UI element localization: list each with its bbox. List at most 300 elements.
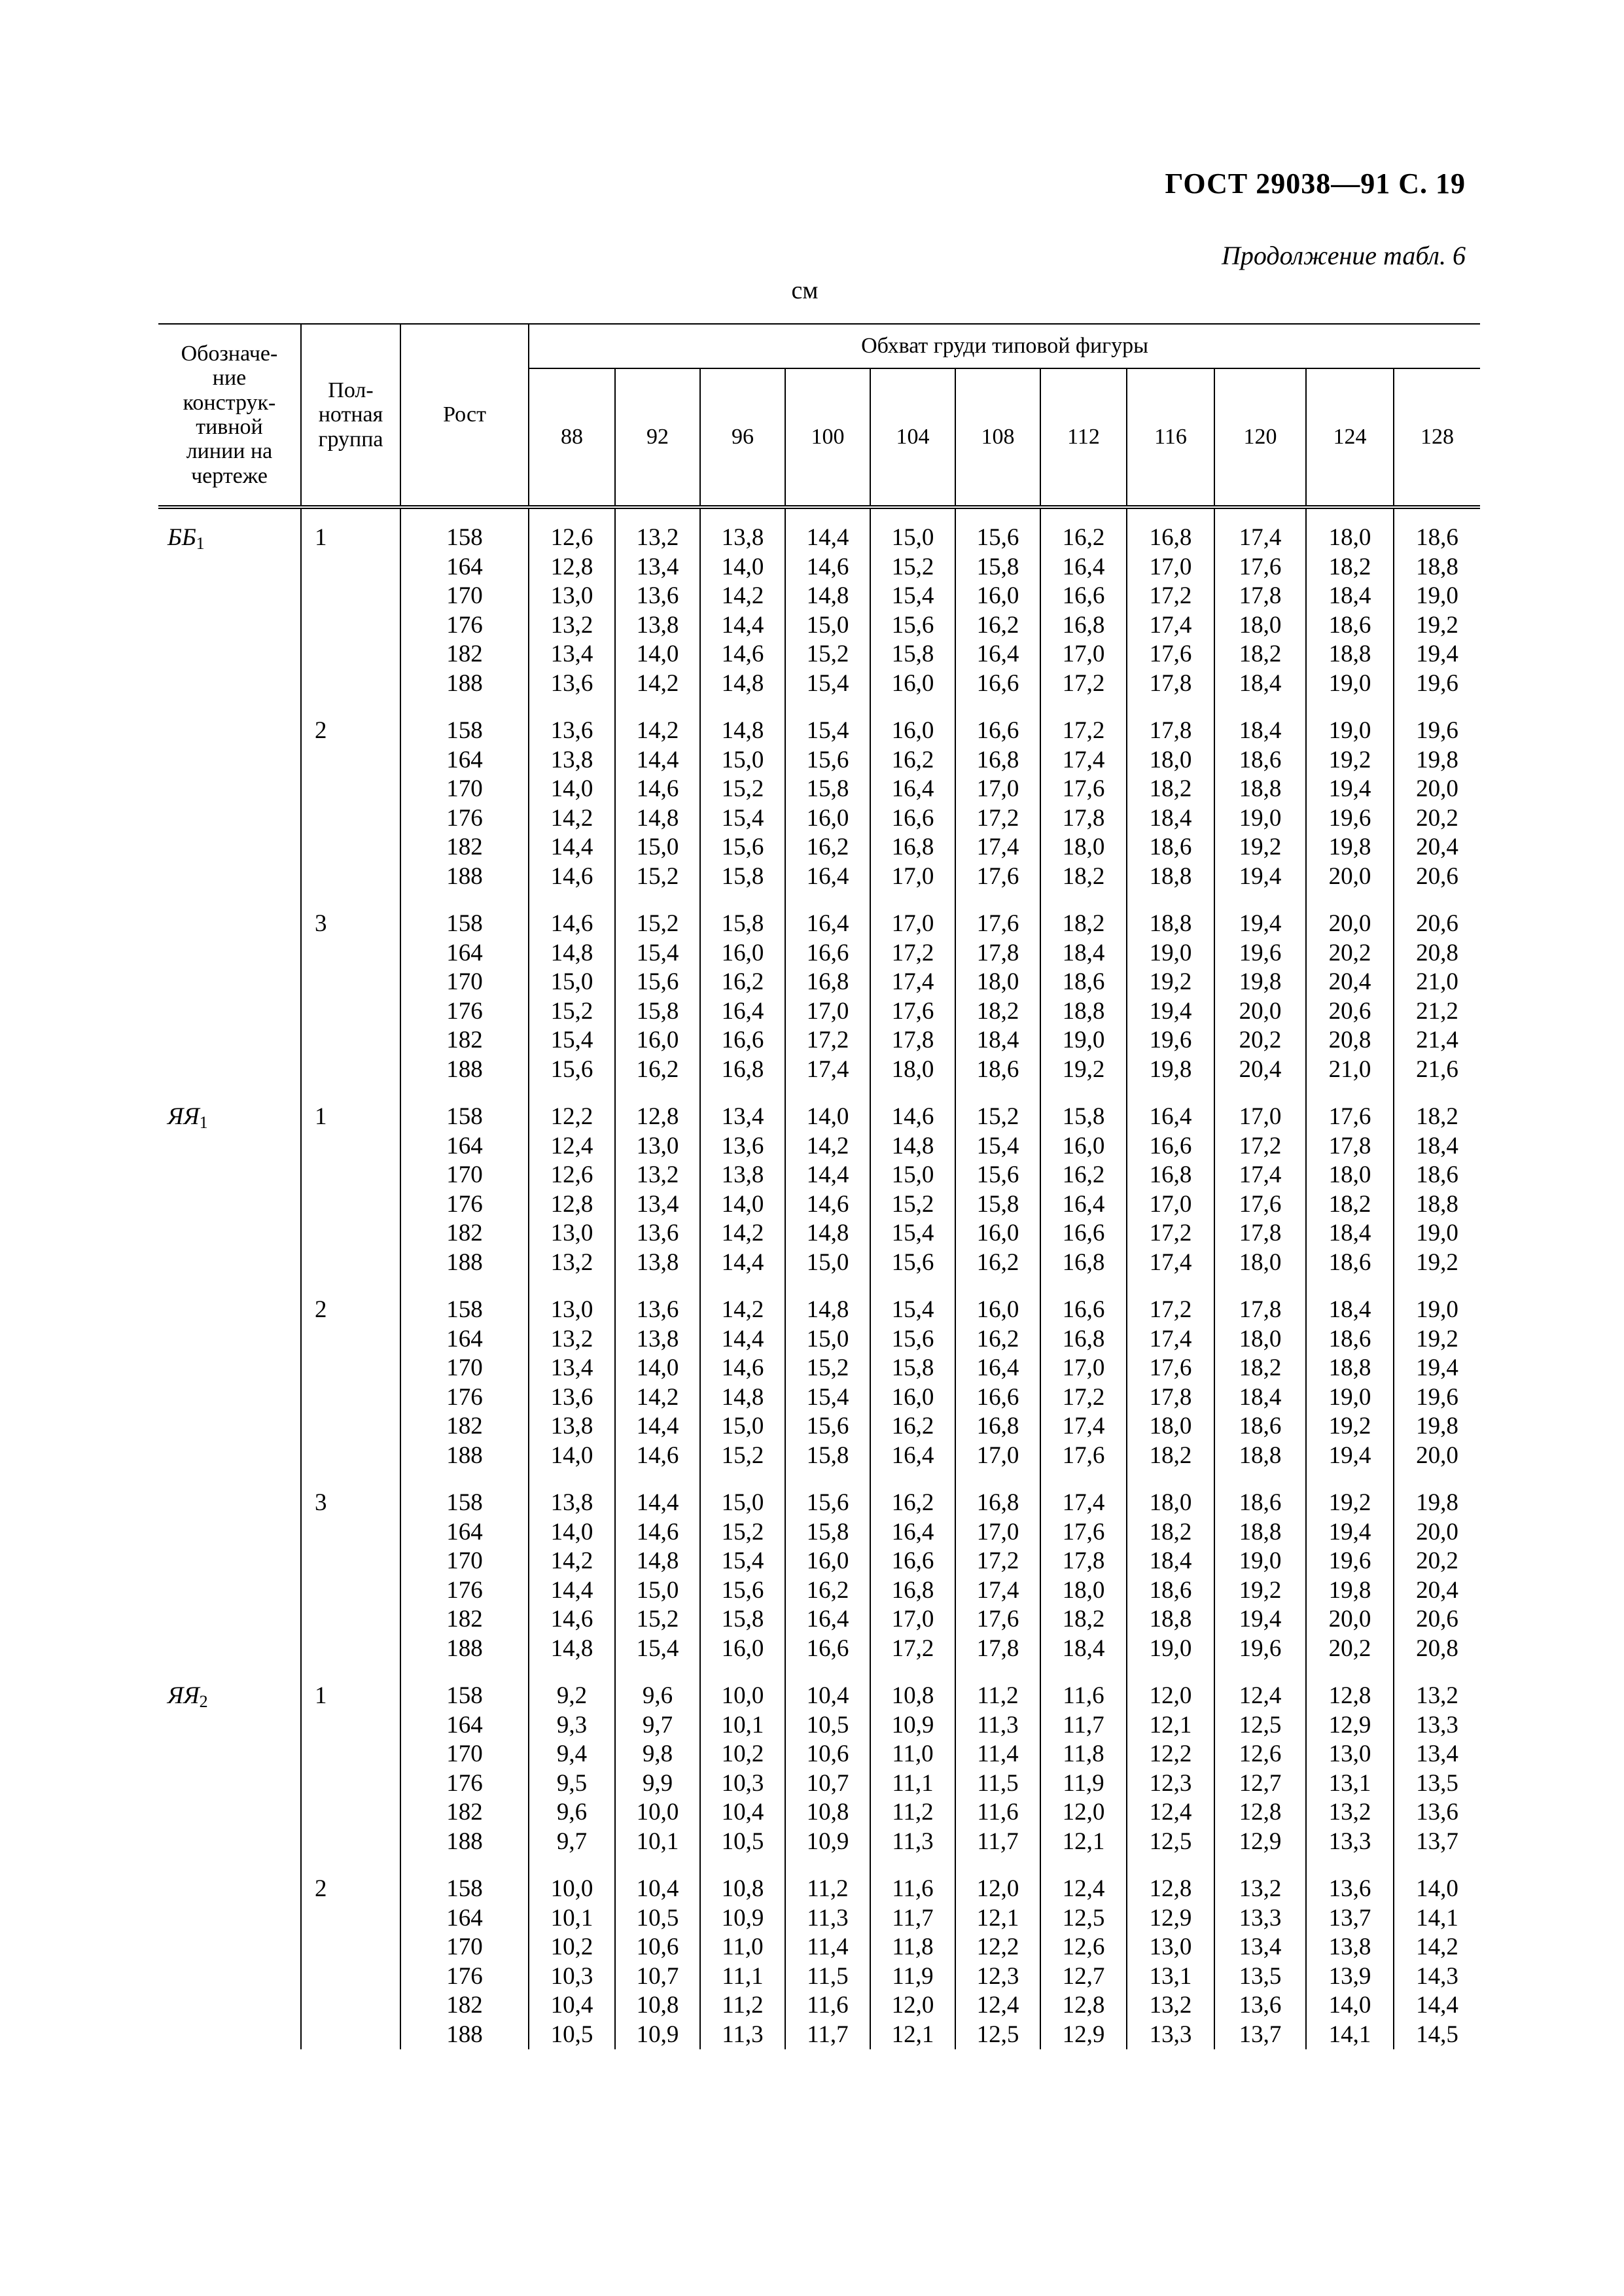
table-cell-value: 12,2	[976, 1934, 1019, 1960]
table-cell-value: 19,0	[1239, 1547, 1282, 1574]
table-cell-value: 19,4	[1239, 910, 1282, 937]
value-column	[955, 1084, 1040, 1277]
table-cell-value: 16,6	[1062, 1296, 1105, 1323]
table-cell-value: 17,2	[976, 804, 1019, 832]
table-cell-value: 20,2	[1416, 804, 1458, 832]
table-cell-value: 11,8	[892, 1934, 934, 1960]
table-cell-value: 13,5	[1416, 1769, 1458, 1797]
table-cell-value: 16,8	[1062, 1325, 1105, 1352]
table-cell-value: 15,6	[806, 1413, 849, 1439]
line-designation	[158, 1663, 301, 1856]
value-column	[955, 1856, 1040, 2049]
table-cell-value: 10,8	[891, 1682, 934, 1709]
table-cell-value: 13,7	[1328, 1904, 1371, 1932]
table-cell-value: 12,4	[1239, 1682, 1282, 1709]
units-label: см	[791, 277, 819, 304]
table-cell-value: 15,2	[550, 997, 593, 1025]
table-cell-value: 16,6	[1149, 1132, 1192, 1159]
table-cell-value: 16,0	[721, 1634, 764, 1662]
table-cell-value: 19,6	[1416, 717, 1458, 744]
table-cell-value: 21,4	[1416, 1027, 1458, 1053]
value-column	[1394, 1856, 1480, 2049]
table-cell-value: 9,3	[556, 1711, 588, 1739]
value-column	[700, 1663, 785, 1856]
table-cell-value: 17,4	[976, 834, 1019, 860]
value-column	[529, 1663, 615, 1856]
table-cell-value: 12,5	[1062, 1904, 1105, 1932]
table-cell-value: 18,6	[976, 1055, 1019, 1083]
fullness-group: 3	[301, 891, 400, 1084]
table-cell-value: 18,4	[1416, 1132, 1458, 1159]
table-cell-value: 16,6	[806, 939, 849, 966]
table-cell-value: 18,4	[1328, 582, 1371, 609]
height-value: 164	[446, 939, 483, 966]
table-cell-value: 15,8	[636, 997, 679, 1025]
table-cell-value: 16,8	[976, 1489, 1019, 1516]
table-cell-value: 16,2	[721, 968, 764, 995]
value-column	[700, 507, 785, 698]
table-cell-value: 12,8	[636, 1103, 679, 1130]
table-cell-value: 15,4	[636, 939, 679, 966]
table-cell-value: 10,8	[636, 1992, 679, 2019]
value-column	[1306, 1856, 1394, 2049]
value-column	[870, 1663, 955, 1856]
table-cell-value: 16,6	[976, 717, 1019, 744]
table-cell-value: 16,4	[1149, 1103, 1192, 1130]
table-cell-value: 14,8	[891, 1132, 934, 1159]
table-cell-value: 14,8	[721, 717, 764, 744]
value-column	[1306, 1277, 1394, 1470]
value-column	[529, 1470, 615, 1663]
table-cell-value: 14,6	[636, 1441, 679, 1469]
value-column	[870, 1277, 955, 1470]
table-cell-value: 18,4	[1239, 1383, 1282, 1411]
height-value: 170	[446, 1547, 483, 1574]
table-cell-value: 16,8	[976, 1413, 1019, 1439]
table-cell-value: 12,0	[976, 1875, 1019, 1902]
fullness-group: 1	[301, 1084, 400, 1277]
table-cell-value: 15,0	[891, 524, 934, 551]
table-cell-value: 15,6	[976, 1161, 1019, 1188]
table-cell-value: 19,6	[1416, 1383, 1458, 1411]
table-cell-value: 13,2	[550, 1248, 593, 1276]
value-column	[529, 698, 615, 891]
table-cell-value: 19,2	[1416, 1248, 1458, 1276]
value-column	[1306, 1470, 1394, 1663]
table-cell-value: 13,6	[636, 582, 679, 609]
table-cell-value: 17,6	[1062, 775, 1105, 802]
table-cell-value: 15,6	[550, 1055, 593, 1083]
height-value: 182	[446, 834, 483, 860]
table-cell-value: 16,4	[976, 1354, 1019, 1381]
value-column	[1306, 891, 1394, 1084]
table-cell-value: 19,6	[1149, 1027, 1192, 1053]
table-cell-value: 14,0	[1416, 1875, 1458, 1902]
table-cell-value: 16,2	[1062, 1161, 1105, 1188]
table-cell-value: 15,0	[550, 968, 593, 995]
table-cell-value: 10,2	[721, 1740, 764, 1767]
table-cell-value: 9,8	[642, 1740, 673, 1767]
table-cell-value: 15,2	[636, 1606, 679, 1633]
table-cell-value: 11,3	[892, 1828, 934, 1855]
table-cell-value: 20,2	[1416, 1547, 1458, 1574]
table-cell-value: 13,3	[1328, 1828, 1371, 1855]
table-cell-value: 16,6	[976, 1383, 1019, 1411]
table-cell-value: 18,2	[1328, 1190, 1371, 1218]
table-cell-value: 16,6	[1062, 1220, 1105, 1246]
table-cell-value: 19,0	[1149, 939, 1192, 966]
table-cell-value: 18,8	[1416, 1190, 1458, 1218]
table-cell-value: 18,2	[1328, 553, 1371, 580]
table-cell-value: 18,8	[1416, 553, 1458, 580]
height-value: 164	[446, 553, 483, 580]
fullness-group: 2	[301, 1277, 400, 1470]
value-column	[1214, 698, 1306, 891]
table-cell-value: 13,0	[550, 1220, 593, 1246]
column-header-designation: Обозначе- ние конструк- тивной линии на чертеже	[158, 324, 301, 507]
table-cell-value: 19,0	[1416, 1296, 1458, 1323]
table-cell-value: 18,6	[1149, 1576, 1192, 1604]
table-cell-value: 15,2	[806, 1354, 849, 1381]
chest-size-header: 120	[1214, 368, 1306, 507]
table-cell-value: 20,6	[1416, 1606, 1458, 1633]
table-cell-value: 9,6	[556, 1799, 588, 1826]
value-column	[1127, 1470, 1214, 1663]
line-designation-subscript: 1	[199, 1113, 208, 1132]
table-cell-value: 16,6	[891, 804, 934, 832]
table-cell-value: 16,4	[806, 910, 849, 937]
value-column	[529, 1856, 615, 2049]
table-cell-value: 14,6	[806, 1190, 849, 1218]
column-header-fullness-group: Пол- нотная группа	[301, 324, 400, 507]
table-cell-value: 20,4	[1328, 968, 1371, 995]
line-designation	[158, 507, 301, 698]
table-cell-value: 13,4	[636, 1190, 679, 1218]
table-cell-value: 17,8	[1149, 1383, 1192, 1411]
table-cell-value: 12,1	[976, 1904, 1019, 1932]
table-cell-value: 17,2	[806, 1027, 849, 1053]
table-cell-value: 12,8	[550, 1190, 593, 1218]
table-cell-value: 15,2	[976, 1103, 1019, 1130]
table-cell-value: 15,4	[721, 1547, 764, 1574]
table-cell-value: 15,6	[891, 611, 934, 639]
value-column	[615, 891, 700, 1084]
table-cell-value: 17,0	[806, 997, 849, 1025]
table-cell-value: 13,2	[1149, 1992, 1192, 2019]
height-list	[400, 1663, 529, 1856]
height-list	[400, 891, 529, 1084]
height-value: 176	[446, 1576, 483, 1604]
table-cell-value: 11,8	[1063, 1740, 1104, 1767]
table-cell-value: 13,4	[1416, 1740, 1458, 1767]
table-cell-value: 14,4	[1416, 1992, 1458, 2019]
value-column	[529, 507, 615, 698]
table-cell-value: 17,6	[1062, 1518, 1105, 1545]
table-cell-value: 14,0	[550, 775, 593, 802]
table-cell-value: 18,8	[1328, 641, 1371, 667]
table-cell-value: 13,8	[550, 1413, 593, 1439]
table-cell-value: 16,8	[976, 746, 1019, 773]
table-cell-value: 17,2	[976, 1547, 1019, 1574]
table-cell-value: 12,2	[550, 1103, 593, 1130]
table-cell-value: 12,3	[976, 1962, 1019, 1990]
table-cell-value: 18,0	[891, 1055, 934, 1083]
table-cell-value: 13,2	[636, 1161, 679, 1188]
height-value: 188	[446, 1055, 483, 1083]
table-cell-value: 10,0	[721, 1682, 764, 1709]
table-cell-value: 18,6	[1328, 1248, 1371, 1276]
table-cell-value: 13,2	[1328, 1799, 1371, 1826]
table-cell-value: 12,8	[1328, 1682, 1371, 1709]
table-cell-value: 18,2	[1062, 910, 1105, 937]
table-cell-value: 13,6	[636, 1296, 679, 1323]
table-cell-value: 12,8	[550, 553, 593, 580]
height-list	[400, 1277, 529, 1470]
table-cell-value: 18,2	[1239, 1354, 1282, 1381]
table-cell-value: 18,6	[1239, 746, 1282, 773]
table-cell-value: 15,8	[976, 553, 1019, 580]
height-value: 164	[446, 1518, 483, 1545]
table-cell-value: 14,2	[636, 717, 679, 744]
table-cell-value: 13,8	[721, 524, 764, 551]
table-cell-value: 16,2	[891, 1489, 934, 1516]
table-cell-value: 13,4	[550, 641, 593, 667]
table-cell-value: 15,0	[721, 1489, 764, 1516]
table-cell-value: 20,6	[1328, 997, 1371, 1025]
table-cell-value: 19,4	[1416, 1354, 1458, 1381]
table-header	[158, 324, 1480, 507]
table-cell-value: 17,0	[1149, 1190, 1192, 1218]
line-designation-letters: ЯЯ	[168, 1682, 200, 1709]
table-cell-value: 11,6	[807, 1992, 849, 2019]
table-cell-value: 16,8	[1149, 1161, 1192, 1188]
table-cell-value: 19,0	[1328, 717, 1371, 744]
table-cell-value: 18,8	[1239, 775, 1282, 802]
table-cell-value: 16,4	[1062, 1190, 1105, 1218]
table-cell-value: 15,6	[891, 1248, 934, 1276]
table-cell-value: 14,2	[721, 1220, 764, 1246]
table-cell-value: 15,4	[806, 669, 849, 697]
table-cell-value: 17,2	[1239, 1132, 1282, 1159]
table-cell-value: 15,8	[806, 1441, 849, 1469]
table-cell-value: 13,6	[1416, 1799, 1458, 1826]
table-cell-value: 16,8	[891, 1576, 934, 1604]
table-cell-value: 18,6	[1149, 834, 1192, 860]
value-column	[1306, 698, 1394, 891]
table-cell-value: 18,0	[1239, 611, 1282, 639]
table-cell-value: 11,4	[977, 1740, 1019, 1767]
line-designation	[158, 698, 301, 891]
table-cell-value: 12,4	[550, 1132, 593, 1159]
table-cell-value: 13,4	[636, 553, 679, 580]
value-column	[1394, 1470, 1480, 1663]
table-cell-value: 14,2	[721, 1296, 764, 1323]
table-cell-value: 15,0	[721, 1413, 764, 1439]
table-cell-value: 16,4	[891, 1518, 934, 1545]
table-cell-value: 19,0	[1239, 804, 1282, 832]
table-cell-value: 17,6	[976, 1606, 1019, 1633]
table-cell-value: 14,6	[636, 775, 679, 802]
chest-size-header: 92	[615, 368, 700, 507]
column-header-chest-girth: Обхват груди типовой фигуры	[529, 324, 1480, 368]
table-row	[158, 1277, 1480, 1470]
value-column	[1394, 1084, 1480, 1277]
table-cell-value: 11,3	[977, 1711, 1019, 1739]
height-value: 170	[446, 1354, 483, 1381]
value-column	[870, 1856, 955, 2049]
table-cell-value: 13,6	[550, 717, 593, 744]
table-cell-value: 18,2	[1149, 1441, 1192, 1469]
table-cell-value: 15,8	[721, 1606, 764, 1633]
value-column	[1040, 507, 1127, 698]
value-column	[785, 1663, 870, 1856]
height-value: 170	[446, 968, 483, 995]
height-list	[400, 1856, 529, 2049]
table-cell-value: 14,4	[806, 524, 849, 551]
table-cell-value: 18,6	[1328, 611, 1371, 639]
value-column	[1394, 698, 1480, 891]
table-cell-value: 17,2	[1062, 669, 1105, 697]
table-cell-value: 9,4	[556, 1740, 588, 1767]
table-cell-value: 15,0	[806, 611, 849, 639]
height-value: 170	[446, 1934, 483, 1960]
table-cell-value: 16,0	[891, 1383, 934, 1411]
table-cell-value: 14,2	[550, 1547, 593, 1574]
table-cell-value: 16,6	[721, 1027, 764, 1053]
value-column	[1040, 1277, 1127, 1470]
table-cell-value: 14,8	[806, 582, 849, 609]
height-value: 188	[446, 1634, 483, 1662]
table-cell-value: 14,0	[1328, 1992, 1371, 2019]
table-cell-value: 18,8	[1062, 997, 1105, 1025]
height-value: 170	[446, 1740, 483, 1767]
table-cell-value: 11,7	[892, 1904, 934, 1932]
table-cell-value: 14,0	[806, 1103, 849, 1130]
height-value: 164	[446, 1711, 483, 1739]
height-value: 182	[446, 641, 483, 667]
table-cell-value: 20,0	[1328, 1606, 1371, 1633]
chest-size-header: 96	[700, 368, 785, 507]
value-column	[785, 1277, 870, 1470]
table-cell-value: 17,6	[1239, 553, 1282, 580]
table-cell-value: 18,4	[1239, 669, 1282, 697]
table-cell-value: 12,8	[1062, 1992, 1105, 2019]
value-column	[1306, 507, 1394, 698]
table-cell-value: 11,2	[807, 1875, 849, 1902]
table-cell-value: 13,4	[1239, 1934, 1282, 1960]
table-cell-value: 18,2	[1062, 1606, 1105, 1633]
table-cell-value: 12,6	[550, 524, 593, 551]
height-value: 164	[446, 1325, 483, 1352]
table-cell-value: 19,8	[1416, 1413, 1458, 1439]
table-cell-value: 15,2	[636, 910, 679, 937]
value-column	[1127, 1856, 1214, 2049]
table-cell-value: 19,4	[1328, 1441, 1371, 1469]
table-cell-value: 16,2	[1062, 524, 1105, 551]
chest-size-header: 108	[955, 368, 1040, 507]
table-cell-value: 14,4	[806, 1161, 849, 1188]
height-value: 158	[446, 910, 483, 937]
table-cell-value: 19,0	[1328, 669, 1371, 697]
table-cell-value: 12,2	[1149, 1740, 1192, 1767]
table-cell-value: 12,0	[1149, 1682, 1192, 1709]
fullness-group: 1	[301, 1663, 400, 1856]
table-cell-value: 11,2	[892, 1799, 934, 1826]
chest-size-header: 112	[1040, 368, 1127, 507]
table-cell-value: 16,4	[976, 641, 1019, 667]
table-cell-value: 14,0	[636, 641, 679, 667]
chest-size-header: 88	[529, 368, 615, 507]
table-cell-value: 17,6	[1062, 1441, 1105, 1469]
table-cell-value: 14,6	[550, 862, 593, 890]
table-cell-value: 12,6	[550, 1161, 593, 1188]
table-cell-value: 17,0	[1062, 1354, 1105, 1381]
page-header	[0, 0, 1624, 304]
value-column	[700, 1084, 785, 1277]
height-list	[400, 1084, 529, 1277]
table-cell-value: 18,2	[1149, 1518, 1192, 1545]
table-cell-value: 20,2	[1328, 939, 1371, 966]
table-cell-value: 15,4	[550, 1027, 593, 1053]
table-cell-value: 13,8	[550, 746, 593, 773]
table-cell-value: 20,0	[1416, 1518, 1458, 1545]
table-cell-value: 13,2	[636, 524, 679, 551]
table-cell-value: 15,2	[636, 862, 679, 890]
table-cell-value: 13,0	[1149, 1934, 1192, 1960]
table-cell-value: 13,2	[1416, 1682, 1458, 1709]
table-cell-value: 9,7	[556, 1828, 588, 1855]
table-cell-value: 15,2	[721, 1518, 764, 1545]
line-designation-subscript: 2	[199, 1692, 208, 1711]
table-cell-value: 18,2	[1062, 862, 1105, 890]
table-cell-value: 18,2	[1149, 775, 1192, 802]
table-cell-value: 14,6	[891, 1103, 934, 1130]
height-value: 188	[446, 2021, 483, 2048]
table-cell-value: 13,7	[1239, 2021, 1282, 2048]
table-cell-value: 10,5	[550, 2021, 593, 2048]
table-cell-value: 14,8	[721, 669, 764, 697]
table-cell-value: 13,3	[1239, 1904, 1282, 1932]
table-cell-value: 14,1	[1328, 2021, 1371, 2048]
table-cell-value: 18,6	[1328, 1325, 1371, 1352]
table-cell-value: 13,7	[1416, 1828, 1458, 1855]
table-cell-value: 17,8	[976, 1634, 1019, 1662]
table-cell-value: 17,8	[1062, 1547, 1105, 1574]
fullness-group: 2	[301, 698, 400, 891]
table-cell-value: 10,8	[721, 1875, 764, 1902]
value-column	[615, 1663, 700, 1856]
table-cell-value: 12,6	[1062, 1934, 1105, 1960]
value-column	[785, 1470, 870, 1663]
table-cell-value: 14,6	[721, 1354, 764, 1381]
table-cell-value: 11,4	[807, 1934, 849, 1960]
table-cell-value: 17,8	[976, 939, 1019, 966]
table-cell-value: 14,8	[636, 804, 679, 832]
table-cell-value: 18,4	[1239, 717, 1282, 744]
value-column	[1394, 891, 1480, 1084]
table-cell-value: 20,8	[1416, 939, 1458, 966]
table-cell-value: 17,0	[891, 862, 934, 890]
table-cell-value: 12,9	[1062, 2021, 1105, 2048]
table-cell-value: 17,2	[1062, 1383, 1105, 1411]
table-cell-value: 18,0	[976, 968, 1019, 995]
table-cell-value: 15,4	[721, 804, 764, 832]
value-column	[870, 1084, 955, 1277]
table-cell-value: 17,4	[806, 1055, 849, 1083]
table-cell-value: 17,8	[1149, 669, 1192, 697]
table-cell-value: 17,8	[1239, 582, 1282, 609]
value-column	[955, 1663, 1040, 1856]
